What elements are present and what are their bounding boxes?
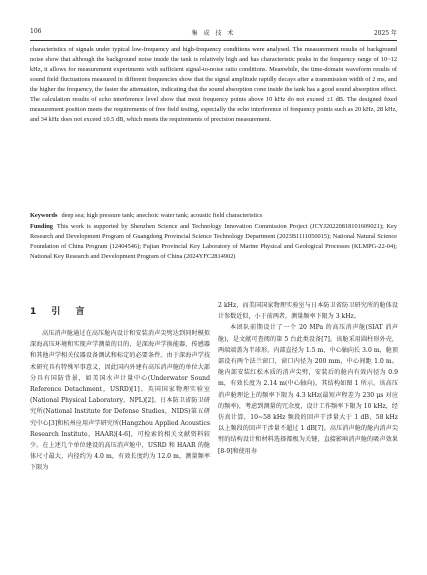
page-header [30, 28, 397, 40]
keywords-label: Keywords [30, 212, 58, 219]
journal-name: 集 成 技 术 [191, 30, 236, 37]
keywords-text: deep sea; high pressure tank; anechoic water tank; acoustic field characteristics [61, 212, 263, 219]
keywords [30, 211, 397, 221]
abstract-text: characteristics of signals under typical low-frequency and high-frequency conditions were analysed. The measurement results of background noise show that although the background noise inside the tank is relatively high and has characteristic peaks in the frequency range of 10~12 kHz, it allows for measurement experiments with sufficient signal-to-noise ratio conditions. Meanwhile, the time-domain waveform results of sound field fluctuations measured in different frequencies show that the signal amplitude rapidly decays after a transmission width of 2 ms, and the higher the frequency, the faster the attenuation, indicating that the sound absorption cone inside the tank has a good sound absorption effect. The calculation results of echo interference level show that most frequency points above 10 kHz do not exceed ±1 dB. The designed fixed measurement position meets the requirements of free field testing, especially the echo interference of frequency points such as 20 kHz, 28 kHz, and 34 kHz does not exceed ±0.5 dB, which meets the requirements of precision measurement. [30, 46, 397, 124]
funding [30, 222, 397, 262]
second-paragraph: 本团队前期设计了一个 20 MPa 的高压消声舱(SIAT 消声舱)，是文献可查阅的第 5 台此类设备[7]。该舱采用圆柱形外壳，两端端盖为半球形，内部直径为 1.5 m，中心轴向长 3.0 m，舱顶部设有两个法兰窗口，窗口内径为 200 mm，中心间距 1.0 m。舱内部安装红松木质的消声尖劈，安装后的舱内有效内径为 0.9 m，有效长度为 2.14 m(中心轴向)，其结构如图 1 所示。该高压消声舱理论上的频率下限为 4.3 kHz(最短声程差为 230 μs 对应的频率)，考虑到测量的冗余度，设计工作频率下限为 10 kHz，经仿真计算，10~58 kHz 频段的回声干涉量大于 1 dB，58 kHz 以上频段的回声干涉量不超过 1 dB[7]。高压消声舱的舱内消声尖劈的结构设计和材料选择都极为关键，直接影响消声舱的吸声效果[8-9]和使用寿 [218, 324, 398, 455]
funding-text: This work is supported by Shenzhen Science and Technology Innovation Commission Project (JCYJ20220818101609021); Key Research and Development Program of Guangdong Provincial Science Technology Department (2023B1111050015); National Natural Science Foundation of China Program (12404546); Fujian Provincial Key Laboratory of Marine Physical and Geological Processes (KLMPG-22-04); National Key Research and Development Program of China (2024YFC2814902) [30, 223, 397, 261]
page-number: 106 [30, 28, 42, 35]
left-column [30, 328, 210, 474]
journal-year: 2025 年 [373, 30, 397, 37]
intro-paragraph: 高压消声舱通过在高压舱内设计和安装消声尖劈达到同时模拟深海高压环境和实现声学测量的目的，是深海声学换能器、传感器和其他声学相关仪器设备测试和标定的必要条件。由于深海声学技术研究具有特殊军事意义，因此国内外建有高压消声舱的单位大部分具有国防背景，如美国水声计量中心(Underwater Sound Reference Detachment，USRD)[1]、英国国家物理实验室(National Physical Laboratory，NPL)[2]、日本防卫省防卫研究所(National Institute for Defense Studies，NIDS)第五研究中心[3]和杭州应用声学研究所(Hangzhou Applied Acoustics Research Institute，HAAR)[4-6]，可检索的相关文献资料较少。在上述几个单位建设的高压消声舱中，USRD 和 HAAR 的舱体尺寸最大，内径约为 4.0 m，有效长度约为 12.0 m，测量频率下限为 [30, 330, 210, 472]
funding-label: Funding [30, 223, 53, 230]
right-column [218, 300, 398, 457]
intro-continuation: 2 kHz，而美国国家物理实验室与日本防卫省防卫研究所的舱体设计参数近似，小于前两者，测量频率下限为 3 kHz。 [218, 302, 398, 321]
section-heading: 1 引 言 [30, 307, 91, 317]
header-rule [30, 40, 397, 41]
